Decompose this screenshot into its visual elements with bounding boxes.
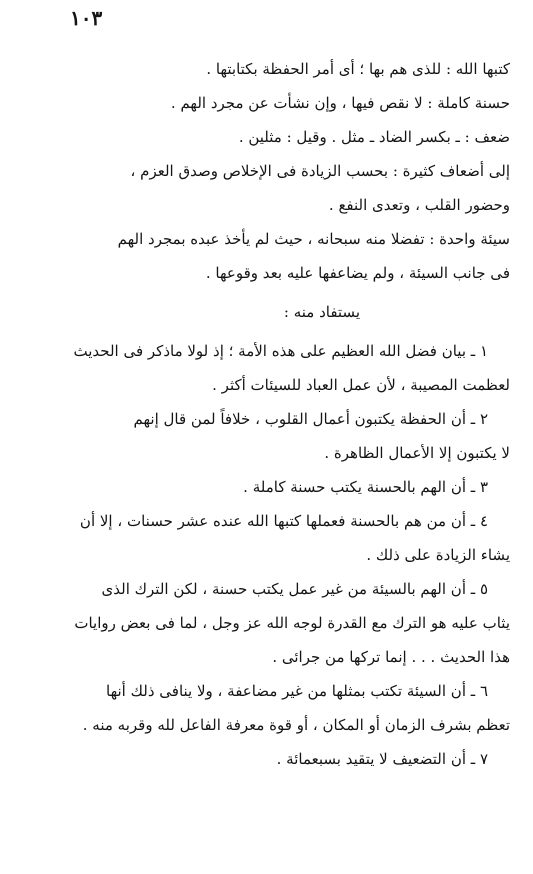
text-line: إلى أضعاف كثيرة : بحسب الزيادة فى الإخلاص وصدق العزم ، <box>130 162 510 180</box>
text-line: لا يكتبون إلا الأعمال الظاهرة . <box>324 444 510 462</box>
text-line: يثاب عليه هو الترك مع القدرة لوجه الله عز وجل ، لما فى بعض روايات <box>74 614 510 632</box>
text-line: هذا الحديث . . . إنما تركها من جرائى . <box>272 648 510 666</box>
text-line: ضعف : ـ بكسر الضاد ـ مثل . وقيل : مثلين . <box>238 128 510 146</box>
page-content <box>32 52 510 776</box>
text-line: سيئة واحدة : تفضلا منه سبحانه ، حيث لم يأخذ عبده بمجرد الهم <box>117 230 510 248</box>
list-item: ٢ ـ أن الحفظة يكتبون أعمال القلوب ، خلافاً لمن قال إنهم <box>133 410 488 428</box>
list-item: ٣ ـ أن الهم بالحسنة يكتب حسنة كاملة . <box>243 478 488 496</box>
page-number: ١٠٣ <box>70 6 103 30</box>
list-item: ٤ ـ أن من هم بالحسنة فعملها كتبها الله عنده عشر حسنات ، إلا أن <box>79 512 488 530</box>
text-line: تعظم بشرف الزمان أو المكان ، أو قوة معرفة الفاعل لله وقربه منه . <box>82 716 510 734</box>
list-item: ١ ـ بيان فضل الله العظيم على هذه الأمة ؛ إذ لولا ماذكر فى الحديث <box>73 342 488 360</box>
list-item: ٧ ـ أن التضعيف لا يتقيد بسبعمائة . <box>276 750 488 768</box>
text-line: لعظمت المصيبة ، لأن عمل العباد للسيئات أكثر . <box>212 376 510 394</box>
list-item: ٦ ـ أن السيئة تكتب بمثلها من غير مضاعفة ، ولا ينافى ذلك أنها <box>106 682 488 700</box>
text-line: كتبها الله : للذى هم بها ؛ أى أمر الحفظة بكتابتها . <box>206 60 510 78</box>
text-line: حسنة كاملة : لا نقص فيها ، وإن نشأت عن مجرد الهم . <box>170 94 510 112</box>
text-line: فى جانب السيئة ، ولم يضاعفها عليه بعد وقوعها . <box>205 264 510 282</box>
section-heading: يستفاد منه : <box>283 303 360 321</box>
text-line: يشاء الزيادة على ذلك . <box>366 546 510 564</box>
text-line: وحضور القلب ، وتعدى النفع . <box>328 196 510 214</box>
list-item: ٥ ـ أن الهم بالسيئة من غير عمل يكتب حسنة ، لكن الترك الذى <box>101 580 488 598</box>
